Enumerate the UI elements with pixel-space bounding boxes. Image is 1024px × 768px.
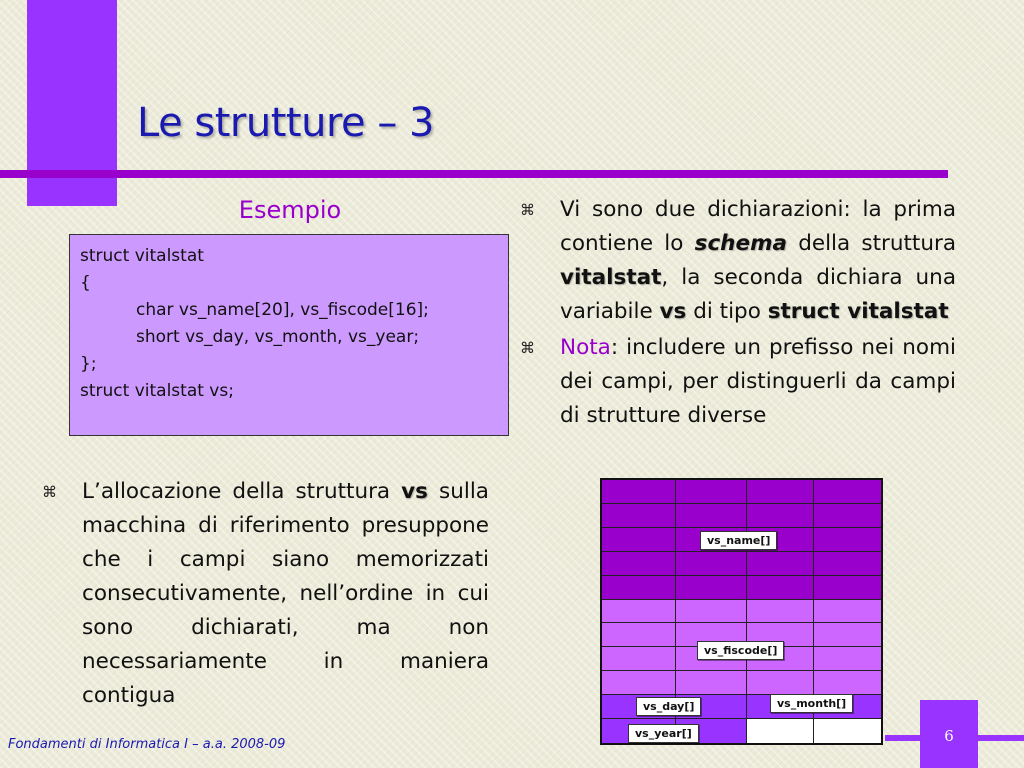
- keyword-struct-type: struct vitalstat: [767, 299, 949, 324]
- memory-cell: [814, 480, 881, 504]
- memory-cell: [602, 623, 676, 647]
- memory-cell: [602, 528, 676, 552]
- bullet-text: di tipo: [686, 299, 768, 324]
- slide-title: Le strutture – 3: [137, 100, 434, 146]
- memory-cell: [747, 504, 814, 528]
- keyword-vs: vs: [659, 299, 687, 324]
- label-vs-name: vs_name[]: [700, 531, 777, 550]
- bullet-icon: ⌘: [520, 339, 535, 357]
- memory-cell: [747, 576, 814, 600]
- memory-cell: [747, 552, 814, 576]
- bullet-text: sulla macchina di riferimento presuppone che i campi siano memorizzati consecutivamente, nell’ordine in cui sono dichiarati, ma non necessariamente in maniera contigua: [82, 479, 489, 708]
- memory-cell: [814, 600, 881, 624]
- label-vs-fiscode: vs_fiscode[]: [697, 641, 784, 660]
- code-line: char vs_name[20], vs_fiscode[16];: [136, 300, 429, 320]
- memory-cell: [814, 576, 881, 600]
- memory-cell: [747, 480, 814, 504]
- bullet-text: L’allocazione della struttura: [82, 479, 402, 504]
- bullet-declarations: [520, 193, 956, 329]
- memory-cell: [814, 647, 881, 671]
- memory-cell: [814, 671, 881, 695]
- memory-cell: [676, 576, 747, 600]
- memory-cell: [602, 671, 676, 695]
- right-bullet-list: [520, 193, 956, 433]
- label-vs-year: vs_year[]: [628, 724, 699, 743]
- bullet-icon: ⌘: [42, 483, 57, 501]
- memory-cell: [676, 600, 747, 624]
- memory-cell: [747, 719, 814, 743]
- memory-cell: [814, 552, 881, 576]
- memory-cell: [602, 600, 676, 624]
- memory-cell: [602, 552, 676, 576]
- memory-cell: [814, 623, 881, 647]
- note-label: Nota: [560, 335, 611, 360]
- keyword-vs: vs: [401, 479, 428, 504]
- bullet-text: Vi sono due dichiarazioni: la prima contiene lo: [560, 197, 956, 256]
- memory-cell: [676, 480, 747, 504]
- code-line: struct vitalstat: [80, 246, 204, 266]
- code-line: short vs_day, vs_month, vs_year;: [136, 327, 420, 347]
- decorative-title-line: [0, 170, 948, 178]
- memory-cell: [602, 576, 676, 600]
- bullet-allocation: [42, 475, 489, 713]
- memory-cell: [747, 600, 814, 624]
- keyword-vitalstat: vitalstat: [560, 265, 662, 290]
- footer-course: Fondamenti di Informatica I – a.a. 2008-09: [8, 737, 286, 752]
- bullet-icon: ⌘: [520, 201, 535, 219]
- label-vs-day: vs_day[]: [636, 697, 701, 716]
- left-bullet-list: [42, 475, 489, 713]
- memory-cell: [602, 647, 676, 671]
- memory-cell: [676, 552, 747, 576]
- keyword-schema: schema: [694, 231, 787, 256]
- code-line: };: [80, 354, 97, 374]
- page-number: 6: [944, 727, 954, 745]
- label-vs-month: vs_month[]: [770, 694, 853, 713]
- bullet-text: : includere un prefisso nei nomi dei campi, per distinguerli da campi di strutture diverse: [560, 335, 956, 428]
- memory-cell: [676, 671, 747, 695]
- code-line: {: [80, 273, 91, 293]
- bullet-text: della struttura: [786, 231, 956, 256]
- example-heading: Esempio: [238, 196, 342, 224]
- code-block: [69, 234, 509, 436]
- memory-cell: [602, 504, 676, 528]
- memory-cell: [814, 528, 881, 552]
- memory-cell: [814, 504, 881, 528]
- code-line: struct vitalstat vs;: [80, 381, 234, 401]
- memory-cell: [602, 480, 676, 504]
- memory-cell: [747, 671, 814, 695]
- bullet-note: [520, 331, 956, 433]
- memory-cell: [676, 504, 747, 528]
- memory-cell: [814, 719, 881, 743]
- bullet-text: , la seconda dichiara una variabile: [560, 265, 956, 324]
